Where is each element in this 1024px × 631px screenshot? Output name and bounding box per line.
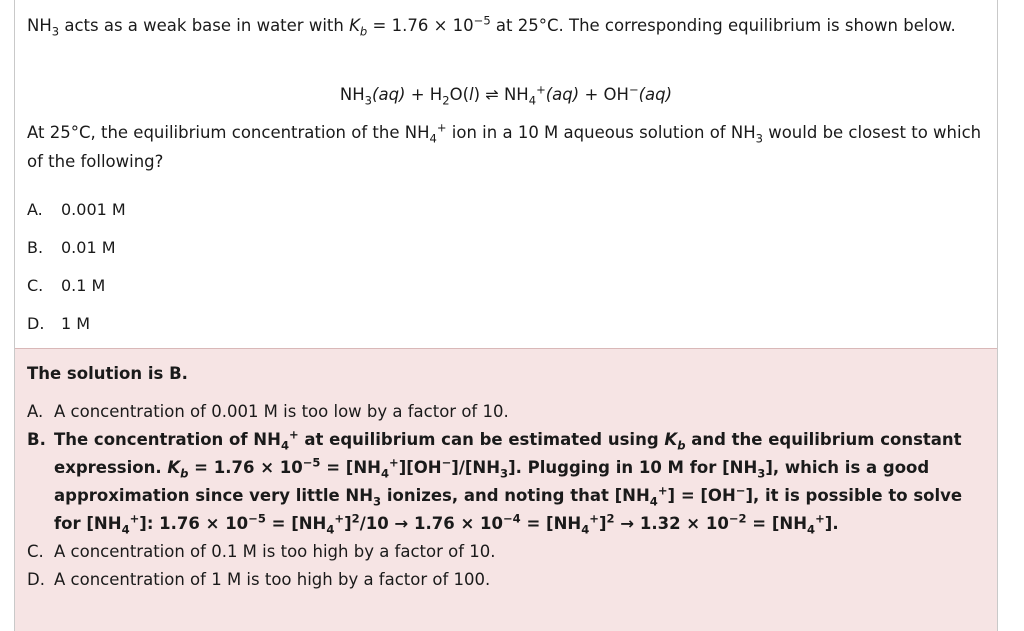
choice-d[interactable]: D. 1 M (27, 314, 91, 333)
solution-explanations (27, 398, 987, 594)
equilibrium-arrow-icon: ⇌ (485, 85, 499, 104)
question-card (14, 0, 998, 631)
answer-choices (27, 195, 126, 347)
choice-c[interactable]: C. 0.1 M (27, 276, 106, 295)
question-section (15, 0, 997, 348)
question-prompt: At 25°C, the equilibrium concentration of the $NH_4^+$ ion in a 10 M aqueous solution of $NH_3$ would be closest to which of the following? (27, 120, 982, 171)
equilibrium-equation: $NH_3(aq) + H_2O(l)$ ⇌ $NH_4^+(aq) + OH^-(aq)$ (339, 82, 673, 108)
solution-b: B. The concentration of $NH_4^+$ at equilibrium can be estimated using $K_b$ and the equilibrium constant expression. $K_b = 1.76 \times 10^{-5} = [NH_4^+][OH^-]/[NH_3]$. Plugging in 10 M for $[NH_3]$, which is a good approximation since very little $NH_3$ ionizes, and noting that $[NH_4^+] = [OH^-]$, it is possible to solve for $[NH_4^+]$: $1.76 \times 10^{-5} = [NH_4^+]^2/10 \to 1.76 \times 10^{-4} = [NH_4^+]^2 \to 1.32 \times 10^{-2} = [NH_4^+]$. (27, 427, 963, 537)
choice-a[interactable]: A. 0.001 M (27, 200, 126, 219)
solution-panel (15, 348, 997, 631)
solution-title: The solution is B. (27, 364, 188, 383)
choice-b[interactable]: B. 0.01 M (27, 238, 116, 257)
solution-c: C. A concentration of 0.1 M is too high by a factor of 10. (27, 542, 496, 561)
question-intro: $NH_3$ acts as a weak base in water with $K_b = 1.76 \times 10^{-5}$ at 25°C. The corresponding equilibrium is shown below. (27, 13, 956, 39)
solution-d: D. A concentration of 1 M is too high by a factor of 100. (27, 570, 491, 589)
solution-a: A. A concentration of 0.001 M is too low by a factor of 10. (27, 402, 509, 421)
